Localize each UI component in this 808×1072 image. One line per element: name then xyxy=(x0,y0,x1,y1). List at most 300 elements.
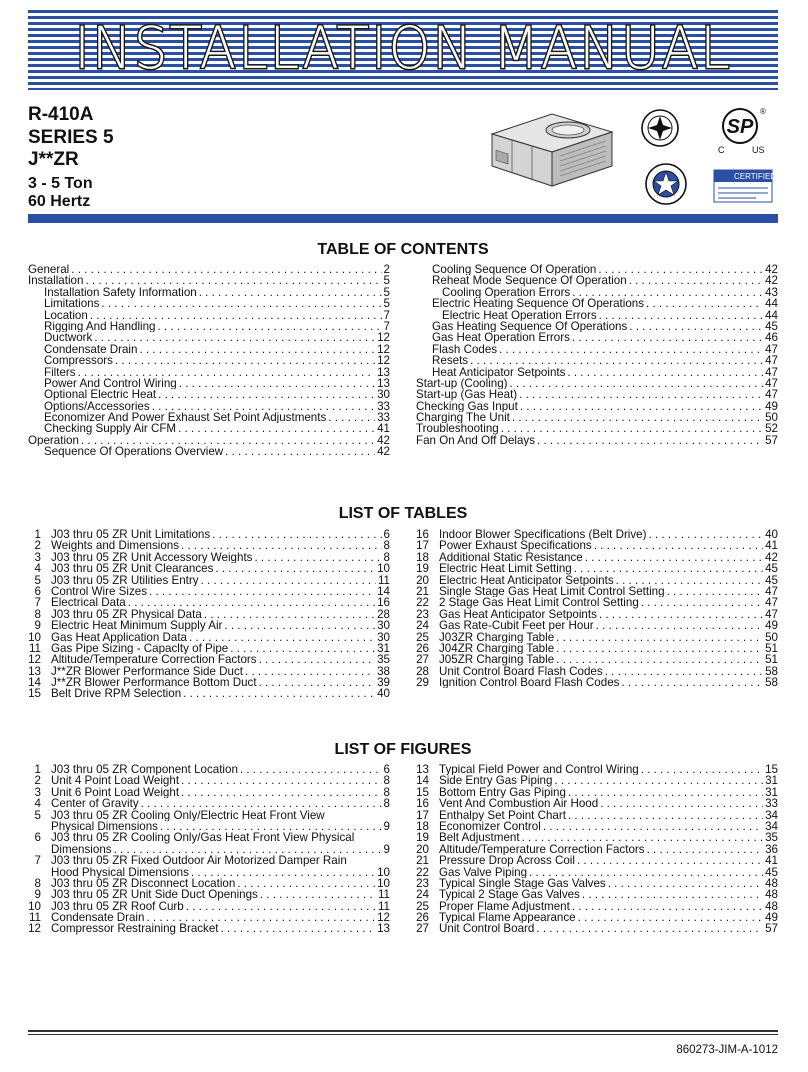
toc-entry[interactable] xyxy=(416,378,778,389)
list-entry[interactable] xyxy=(28,563,390,574)
entry-page-number: 33 xyxy=(377,412,390,424)
header-divider xyxy=(28,214,778,223)
dot-leader xyxy=(578,912,763,923)
entry-page-number: 10 xyxy=(377,877,390,890)
list-entry[interactable] xyxy=(28,632,390,643)
entry-page-number: 49 xyxy=(765,400,778,413)
entry-number: 2 xyxy=(34,775,41,787)
dot-leader xyxy=(568,810,763,821)
list-entry[interactable] xyxy=(28,923,390,934)
entry-page-number: 9 xyxy=(383,820,390,833)
entry-label: Gas Valve Piping xyxy=(439,866,528,878)
dot-leader xyxy=(183,688,375,699)
entry-page-number: 57 xyxy=(765,923,778,935)
entry-label: J03 thru 05 ZR Unit Clearances xyxy=(51,563,214,575)
entry-page-number: 42 xyxy=(377,446,390,458)
entry-label: Troubleshooting xyxy=(416,423,499,435)
list-entry[interactable] xyxy=(416,810,778,821)
list-entry[interactable] xyxy=(28,810,390,821)
list-entry[interactable] xyxy=(28,889,390,900)
entry-page-number: 13 xyxy=(377,923,390,935)
list-entry[interactable] xyxy=(416,597,778,608)
list-entry[interactable] xyxy=(416,529,778,540)
dot-leader xyxy=(567,367,763,378)
dot-leader xyxy=(186,901,376,912)
toc-entry[interactable] xyxy=(28,446,390,457)
entry-label: 2 Stage Gas Heat Limit Control Setting xyxy=(439,597,639,609)
entry-number: 28 xyxy=(416,665,429,678)
entry-label: Center of Gravity xyxy=(51,798,139,810)
toc-entry[interactable] xyxy=(416,287,778,298)
list-entry[interactable] xyxy=(28,764,390,775)
list-entry[interactable] xyxy=(416,643,778,654)
entry-number: 24 xyxy=(416,620,429,632)
list-entry[interactable] xyxy=(28,575,390,586)
entry-page-number: 34 xyxy=(765,809,778,821)
list-entry[interactable] xyxy=(416,632,778,643)
entry-page-number: 47 xyxy=(765,608,778,621)
entry-page-number: 28 xyxy=(377,608,390,621)
dot-leader xyxy=(90,310,382,321)
entry-number: 12 xyxy=(28,654,41,666)
entry-page-number: 12 xyxy=(377,355,390,367)
list-entry[interactable] xyxy=(28,844,390,855)
toc-entry[interactable] xyxy=(28,389,390,400)
dot-leader xyxy=(621,677,763,688)
entry-number: 2 xyxy=(34,540,41,552)
toc-entry[interactable] xyxy=(28,275,390,286)
entry-number: 1 xyxy=(34,764,41,776)
entry-label: Weights and Dimensions xyxy=(51,540,180,552)
dot-leader xyxy=(600,798,763,809)
entry-label: Electric Heat Anticipator Setpoints xyxy=(439,574,614,586)
toc-entry[interactable] xyxy=(416,275,778,286)
entry-label: Options/Accessories xyxy=(44,400,150,413)
entry-label: Unit Control Board Flash Codes xyxy=(439,665,603,678)
list-entry[interactable] xyxy=(416,855,778,866)
list-entry[interactable] xyxy=(28,677,390,688)
seal-logo-top xyxy=(642,110,678,146)
list-entry[interactable] xyxy=(416,764,778,775)
entry-label: Heat Anticipator Setpoints xyxy=(432,366,566,378)
dot-leader xyxy=(543,821,763,832)
entry-number: 4 xyxy=(34,798,41,810)
entry-page-number: 42 xyxy=(765,551,778,564)
list-entry[interactable] xyxy=(416,832,778,843)
entry-number: 13 xyxy=(416,764,429,776)
entry-number: 15 xyxy=(416,786,429,799)
dot-leader xyxy=(230,643,375,654)
entry-label: J**ZR Blower Performance Bottom Duct xyxy=(51,677,257,689)
entry-page-number: 45 xyxy=(765,574,778,586)
list-entry[interactable] xyxy=(416,821,778,832)
entry-label: Installation xyxy=(28,275,84,287)
csa-c: C xyxy=(718,145,725,155)
dot-leader xyxy=(178,423,375,434)
dot-leader xyxy=(574,563,763,574)
toc-entry[interactable] xyxy=(28,264,390,275)
list-entry[interactable] xyxy=(28,643,390,654)
entry-number: 8 xyxy=(34,877,41,890)
list-entry[interactable] xyxy=(416,923,778,934)
list-entry[interactable] xyxy=(28,821,390,832)
entry-number: 11 xyxy=(28,642,41,655)
entry-label: Cooling Operation Errors xyxy=(442,286,571,299)
entry-label: Typical Field Power and Control Wiring xyxy=(439,764,639,776)
entry-page-number: 44 xyxy=(765,298,778,310)
entry-label: Condensate Drain xyxy=(44,343,138,356)
entry-page-number: 57 xyxy=(765,434,778,447)
entry-number: 9 xyxy=(34,620,41,632)
toc-entry[interactable] xyxy=(28,423,390,434)
dot-leader xyxy=(149,586,375,597)
entry-page-number: 31 xyxy=(377,642,390,655)
entry-number: 14 xyxy=(416,775,429,787)
dot-leader xyxy=(181,787,382,798)
entry-label: Location xyxy=(44,309,88,321)
entry-page-number: 58 xyxy=(765,665,778,678)
entry-label: Compressors xyxy=(44,355,113,367)
entry-label: Vent And Combustion Air Hood xyxy=(439,798,599,810)
entry-label: J03 thru 05 ZR Unit Limitations xyxy=(51,529,211,541)
entry-label: Unit 4 Point Load Weight xyxy=(51,775,180,787)
list-entry[interactable] xyxy=(28,529,390,540)
entry-page-number: 47 xyxy=(765,585,778,598)
list-entry[interactable] xyxy=(416,666,778,677)
entry-number: 17 xyxy=(416,540,429,552)
entry-number: 21 xyxy=(416,855,429,867)
figures-heading: LIST OF FIGURES xyxy=(334,741,472,758)
list-entry[interactable] xyxy=(416,798,778,809)
entry-label: J03 thru 05 ZR Roof Curb xyxy=(51,900,184,913)
entry-page-number: 11 xyxy=(377,574,390,586)
dot-leader xyxy=(141,798,382,809)
dot-leader xyxy=(556,654,763,665)
toc-entry[interactable] xyxy=(28,412,390,423)
entry-page-number: 33 xyxy=(765,798,778,810)
entry-page-number: 47 xyxy=(765,389,778,401)
entry-label: Charging The Unit xyxy=(416,412,510,424)
toc-entry[interactable] xyxy=(28,401,390,412)
toc-entry[interactable] xyxy=(28,355,390,366)
entry-label: Power Exhaust Specifications xyxy=(439,540,592,552)
entry-page-number: 30 xyxy=(377,389,390,401)
dot-leader xyxy=(160,821,382,832)
dot-leader xyxy=(191,867,375,878)
entry-label: Electrical Data xyxy=(51,597,126,609)
entry-page-number: 41 xyxy=(377,423,390,435)
entry-page-number: 14 xyxy=(377,585,390,598)
entry-label: Resets xyxy=(432,355,469,367)
toc-column-left xyxy=(28,264,390,458)
entry-number: 8 xyxy=(34,608,41,621)
list-entry[interactable] xyxy=(416,540,778,551)
entry-label: Pressure Drop Across Coil xyxy=(439,855,575,867)
csa-us: US xyxy=(752,145,765,155)
dot-leader xyxy=(598,264,763,275)
toc-entry[interactable] xyxy=(28,298,390,309)
entry-number: 19 xyxy=(416,832,429,844)
entry-page-number: 36 xyxy=(765,843,778,856)
list-entry[interactable] xyxy=(28,620,390,631)
toc-entry[interactable] xyxy=(416,310,778,321)
dot-leader xyxy=(224,620,375,631)
dot-leader xyxy=(245,666,375,677)
entry-page-number: 33 xyxy=(377,400,390,413)
list-entry[interactable] xyxy=(416,867,778,878)
toc-entry[interactable] xyxy=(416,355,778,366)
entry-label: Ignition Control Board Flash Codes xyxy=(439,677,620,689)
entry-page-number: 11 xyxy=(377,889,390,901)
list-entry[interactable] xyxy=(416,775,778,786)
list-entry[interactable] xyxy=(416,552,778,563)
list-entry[interactable] xyxy=(416,844,778,855)
entry-page-number: 35 xyxy=(765,832,778,844)
entry-number: 10 xyxy=(28,631,41,643)
entry-page-number: 42 xyxy=(377,434,390,447)
list-entry[interactable] xyxy=(28,540,390,551)
dot-leader xyxy=(608,878,763,889)
dot-leader xyxy=(647,844,764,855)
list-entry[interactable] xyxy=(416,609,778,620)
list-entry[interactable] xyxy=(416,677,778,688)
figures-column-left xyxy=(28,764,390,935)
toc-entry[interactable] xyxy=(416,321,778,332)
entry-page-number: 47 xyxy=(765,597,778,609)
list-entry[interactable] xyxy=(28,901,390,912)
dot-leader xyxy=(667,586,764,597)
entry-number: 6 xyxy=(34,832,41,844)
dot-leader xyxy=(585,552,763,563)
entry-label: Compressor Restraining Bracket xyxy=(51,923,219,935)
entry-page-number: 42 xyxy=(765,264,778,276)
model-series: SERIES 5 xyxy=(28,127,114,148)
entry-label: Condensate Drain xyxy=(51,912,145,924)
entry-label: Installation Safety Information xyxy=(44,286,197,299)
entry-number: 16 xyxy=(416,798,429,810)
entry-label: Power And Control Wiring xyxy=(44,377,177,390)
list-entry[interactable] xyxy=(28,798,390,809)
dot-leader xyxy=(572,332,763,343)
toc-entry[interactable] xyxy=(28,321,390,332)
toc-entry[interactable] xyxy=(416,435,778,446)
dot-leader xyxy=(605,666,763,677)
toc-entry[interactable] xyxy=(416,401,778,412)
toc-entry[interactable] xyxy=(28,378,390,389)
dot-leader xyxy=(512,412,763,423)
entry-number: 14 xyxy=(28,677,41,689)
entry-page-number: 13 xyxy=(377,366,390,378)
list-entry[interactable] xyxy=(28,654,390,665)
entry-page-number: 45 xyxy=(765,866,778,878)
dot-leader xyxy=(78,367,376,378)
entry-label: Operation xyxy=(28,434,79,447)
entry-number: 25 xyxy=(416,631,429,643)
toc-entry[interactable] xyxy=(28,435,390,446)
list-entry[interactable] xyxy=(28,912,390,923)
entry-page-number: 39 xyxy=(377,677,390,689)
list-entry[interactable] xyxy=(28,832,390,843)
list-entry[interactable] xyxy=(416,654,778,665)
entry-page-number: 6 xyxy=(383,529,390,541)
entry-page-number: 38 xyxy=(377,665,390,678)
list-entry[interactable] xyxy=(28,787,390,798)
entry-number: 23 xyxy=(416,608,429,621)
entry-label: Electric Heat Limit Setting xyxy=(439,563,572,575)
dot-leader xyxy=(158,321,382,332)
entry-number: 16 xyxy=(416,529,429,541)
entry-number: 5 xyxy=(34,574,41,586)
list-entry[interactable] xyxy=(416,586,778,597)
toc-entry[interactable] xyxy=(416,412,778,423)
dot-leader xyxy=(594,540,763,551)
entry-label: Electric Heat Operation Errors xyxy=(442,309,597,321)
entry-label: Side Entry Gas Piping xyxy=(439,775,553,787)
toc-entry[interactable] xyxy=(416,332,778,343)
list-entry[interactable] xyxy=(416,787,778,798)
csa-registered: ® xyxy=(760,107,766,116)
entry-label: Reheat Mode Sequence Of Operation xyxy=(432,275,627,287)
list-entry[interactable] xyxy=(416,878,778,889)
dot-leader xyxy=(237,878,375,889)
dot-leader xyxy=(554,775,763,786)
list-entry[interactable] xyxy=(28,666,390,677)
list-entry[interactable] xyxy=(28,867,390,878)
entry-number: 25 xyxy=(416,900,429,913)
entry-label: Electric Heat Minimum Supply Air xyxy=(51,620,223,632)
toc-column-right xyxy=(416,264,778,446)
toc-entry[interactable] xyxy=(416,423,778,434)
entry-label: Bottom Entry Gas Piping xyxy=(439,786,566,799)
entry-label: Additional Static Resistance xyxy=(439,551,583,564)
dot-leader xyxy=(225,446,375,457)
list-entry[interactable] xyxy=(416,889,778,900)
toc-entry[interactable] xyxy=(416,264,778,275)
tables-column-right xyxy=(416,529,778,688)
entry-label: Indoor Blower Specifications (Belt Drive) xyxy=(439,529,647,541)
entry-label: Single Stage Gas Heat Limit Control Setting xyxy=(439,585,665,598)
list-entry[interactable] xyxy=(28,597,390,608)
entry-page-number: 9 xyxy=(383,843,390,856)
entry-label: Economizer Control xyxy=(439,820,541,833)
entry-number: 6 xyxy=(34,585,41,598)
figures-column-right xyxy=(416,764,778,935)
entry-number: 21 xyxy=(416,585,429,598)
entry-number: 29 xyxy=(416,677,429,689)
entry-label: J03 thru 05 ZR Component Location xyxy=(51,764,238,776)
dot-leader xyxy=(470,355,763,366)
dot-leader xyxy=(158,389,375,400)
entry-label: Checking Gas Input xyxy=(416,400,518,413)
dot-leader xyxy=(240,764,382,775)
list-entry[interactable] xyxy=(416,620,778,631)
list-entry[interactable] xyxy=(28,609,390,620)
list-entry[interactable] xyxy=(416,563,778,574)
entry-label: General xyxy=(28,264,70,276)
dot-leader xyxy=(641,597,763,608)
entry-page-number: 42 xyxy=(765,275,778,287)
dot-leader xyxy=(179,378,375,389)
entry-page-number: 11 xyxy=(377,900,390,913)
list-entry[interactable] xyxy=(28,878,390,889)
entry-label: J03 thru 05 ZR Fixed Outdoor Air Motorized Damper Rain xyxy=(51,855,347,867)
dot-leader xyxy=(199,287,382,298)
dot-leader xyxy=(212,529,381,540)
entry-number: 12 xyxy=(28,923,41,935)
entry-label: Checking Supply Air CFM xyxy=(44,423,177,435)
toc-entry[interactable] xyxy=(416,389,778,400)
entry-number: 10 xyxy=(28,900,41,913)
toc-entry[interactable] xyxy=(416,344,778,355)
dot-leader xyxy=(520,401,763,412)
entry-label: Physical Dimensions xyxy=(51,820,158,833)
entry-page-number: 16 xyxy=(377,597,390,609)
list-entry[interactable] xyxy=(28,552,390,563)
entry-label: Filters xyxy=(44,366,76,378)
ahri-certified-logo xyxy=(714,170,776,202)
entry-page-number: 48 xyxy=(765,900,778,913)
list-entry[interactable] xyxy=(416,912,778,923)
entry-number: 19 xyxy=(416,563,429,575)
toc-entry[interactable] xyxy=(28,310,390,321)
entry-label: Unit 6 Point Load Weight xyxy=(51,786,180,799)
toc-entry[interactable] xyxy=(28,367,390,378)
dot-leader xyxy=(259,654,376,665)
dot-leader xyxy=(572,901,763,912)
entry-label: Typical Single Stage Gas Valves xyxy=(439,877,606,890)
dot-leader xyxy=(556,643,763,654)
entry-number: 20 xyxy=(416,574,429,586)
entry-page-number: 44 xyxy=(765,309,778,321)
model-name: J**ZR xyxy=(28,149,79,170)
list-entry[interactable] xyxy=(28,775,390,786)
toc-entry[interactable] xyxy=(28,287,390,298)
list-entry[interactable] xyxy=(28,688,390,699)
title-banner xyxy=(28,10,778,90)
entry-page-number: 48 xyxy=(765,889,778,901)
dot-leader xyxy=(85,275,381,286)
dot-leader xyxy=(519,389,763,400)
entry-page-number: 12 xyxy=(377,912,390,924)
dot-leader xyxy=(537,435,763,446)
toc-entry[interactable] xyxy=(28,332,390,343)
dot-leader xyxy=(572,287,763,298)
entry-label: J03 thru 05 ZR Utilities Entry xyxy=(51,574,199,586)
entry-label: Electric Heating Sequence Of Operations xyxy=(432,298,645,310)
toc-entry[interactable] xyxy=(416,298,778,309)
csa-logo xyxy=(718,107,766,155)
entry-label: Cooling Sequence Of Operation xyxy=(432,264,597,276)
entry-label: J03 thru 05 ZR Unit Accessory Weights xyxy=(51,551,253,564)
list-entry[interactable] xyxy=(28,855,390,866)
entry-label: Limitations xyxy=(44,298,100,310)
entry-label: Gas Heating Sequence Of Operations xyxy=(432,320,628,333)
toc-entry[interactable] xyxy=(28,344,390,355)
list-entry[interactable] xyxy=(416,575,778,586)
entry-page-number: 40 xyxy=(765,529,778,541)
entry-number: 15 xyxy=(28,688,41,700)
entry-label: J03 thru 05 ZR Unit Side Duct Openings xyxy=(51,889,258,901)
entry-label: J03 thru 05 ZR Physical Data xyxy=(51,608,202,621)
entry-page-number: 51 xyxy=(765,654,778,666)
entry-page-number: 58 xyxy=(765,677,778,689)
entry-label: Altitude/Temperature Correction Factors xyxy=(51,654,257,666)
toc-entry[interactable] xyxy=(416,367,778,378)
star-seal-logo xyxy=(646,164,686,204)
entry-page-number: 50 xyxy=(765,412,778,424)
list-entry[interactable] xyxy=(28,586,390,597)
list-entry[interactable] xyxy=(416,901,778,912)
